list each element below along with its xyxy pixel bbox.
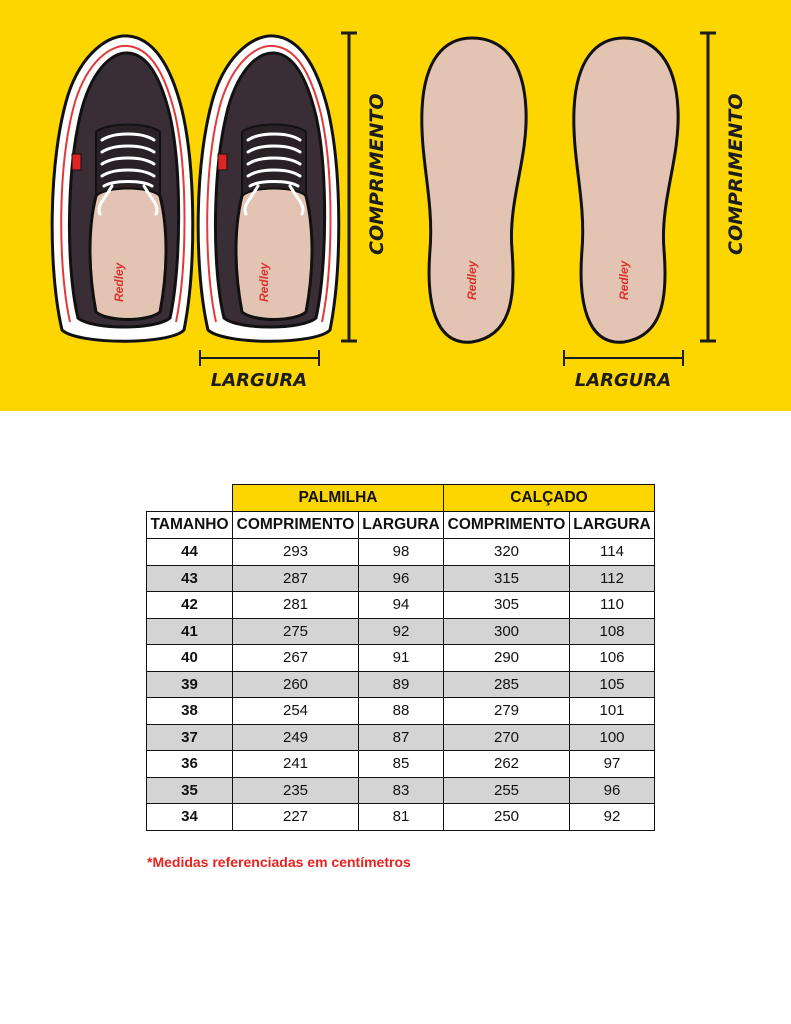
table-row — [147, 724, 655, 751]
group-header-spacer — [147, 485, 233, 512]
cell-insole-length: 293 — [233, 539, 359, 566]
cell-insole-width: 87 — [359, 724, 444, 751]
footnote: *Medidas referenciadas em centímetros — [147, 854, 411, 870]
length-label-shoes: COMPRIMENTO — [366, 93, 388, 255]
cell-shoe-length: 279 — [444, 698, 570, 725]
shoe-right-brand: Redley — [257, 262, 271, 302]
cell-insole-width: 85 — [359, 751, 444, 778]
column-header-row — [147, 512, 655, 539]
column-header-shoe-width: LARGURA — [570, 512, 655, 539]
cell-shoe-length: 290 — [444, 645, 570, 672]
width-dimension-shoes — [200, 350, 319, 366]
cell-insole-width: 89 — [359, 671, 444, 698]
cell-insole-length: 235 — [233, 777, 359, 804]
cell-size: 34 — [147, 804, 233, 831]
column-header-insole-length: COMPRIMENTO — [233, 512, 359, 539]
column-header-shoe-length: COMPRIMENTO — [444, 512, 570, 539]
shoe-diagram — [0, 0, 791, 411]
cell-shoe-width: 114 — [570, 539, 655, 566]
cell-insole-length: 267 — [233, 645, 359, 672]
cell-size: 44 — [147, 539, 233, 566]
cell-shoe-length: 270 — [444, 724, 570, 751]
cell-shoe-length: 305 — [444, 592, 570, 619]
cell-size: 36 — [147, 751, 233, 778]
cell-insole-length: 287 — [233, 565, 359, 592]
cell-shoe-width: 106 — [570, 645, 655, 672]
cell-insole-length: 254 — [233, 698, 359, 725]
cell-size: 35 — [147, 777, 233, 804]
table-row — [147, 777, 655, 804]
column-header-insole-width: LARGURA — [359, 512, 444, 539]
cell-insole-length: 227 — [233, 804, 359, 831]
cell-insole-length: 249 — [233, 724, 359, 751]
table-row — [147, 751, 655, 778]
cell-shoe-width: 97 — [570, 751, 655, 778]
cell-insole-width: 91 — [359, 645, 444, 672]
cell-insole-length: 275 — [233, 618, 359, 645]
cell-size: 41 — [147, 618, 233, 645]
table-row — [147, 645, 655, 672]
insole-right-brand: Redley — [617, 260, 631, 300]
cell-size: 37 — [147, 724, 233, 751]
group-header-shoe: CALÇADO — [444, 485, 655, 512]
cell-shoe-width: 100 — [570, 724, 655, 751]
table-row — [147, 539, 655, 566]
table-row — [147, 592, 655, 619]
table-row — [147, 698, 655, 725]
cell-shoe-length: 300 — [444, 618, 570, 645]
cell-size: 42 — [147, 592, 233, 619]
width-label-insoles: LARGURA — [574, 370, 672, 391]
cell-shoe-width: 101 — [570, 698, 655, 725]
cell-shoe-width: 108 — [570, 618, 655, 645]
cell-insole-width: 94 — [359, 592, 444, 619]
cell-insole-width: 92 — [359, 618, 444, 645]
cell-shoe-length: 262 — [444, 751, 570, 778]
table-row — [147, 804, 655, 831]
cell-insole-width: 83 — [359, 777, 444, 804]
width-dimension-insoles — [564, 350, 683, 366]
cell-shoe-length: 315 — [444, 565, 570, 592]
width-label-shoes: LARGURA — [210, 370, 308, 391]
cell-insole-width: 98 — [359, 539, 444, 566]
cell-insole-length: 281 — [233, 592, 359, 619]
column-header-size: TAMANHO — [147, 512, 233, 539]
cell-size: 39 — [147, 671, 233, 698]
cell-shoe-length: 320 — [444, 539, 570, 566]
cell-size: 38 — [147, 698, 233, 725]
cell-shoe-width: 105 — [570, 671, 655, 698]
cell-shoe-width: 110 — [570, 592, 655, 619]
cell-insole-length: 241 — [233, 751, 359, 778]
length-label-insoles: COMPRIMENTO — [725, 93, 747, 255]
cell-insole-width: 88 — [359, 698, 444, 725]
cell-shoe-length: 285 — [444, 671, 570, 698]
table-row — [147, 618, 655, 645]
cell-insole-width: 81 — [359, 804, 444, 831]
length-dimension-insoles — [700, 33, 716, 341]
insole-left-brand: Redley — [465, 260, 479, 300]
shoe-left-brand: Redley — [112, 262, 126, 302]
cell-insole-width: 96 — [359, 565, 444, 592]
table-row — [147, 671, 655, 698]
cell-shoe-width: 112 — [570, 565, 655, 592]
size-guide-illustration — [0, 0, 791, 411]
cell-insole-length: 260 — [233, 671, 359, 698]
table-row — [147, 565, 655, 592]
length-dimension-shoes — [341, 33, 357, 341]
size-chart-table — [146, 484, 655, 831]
cell-shoe-length: 255 — [444, 777, 570, 804]
cell-shoe-width: 92 — [570, 804, 655, 831]
cell-shoe-length: 250 — [444, 804, 570, 831]
cell-shoe-width: 96 — [570, 777, 655, 804]
cell-size: 40 — [147, 645, 233, 672]
group-header-insole: PALMILHA — [233, 485, 444, 512]
cell-size: 43 — [147, 565, 233, 592]
group-header-row — [147, 485, 655, 512]
